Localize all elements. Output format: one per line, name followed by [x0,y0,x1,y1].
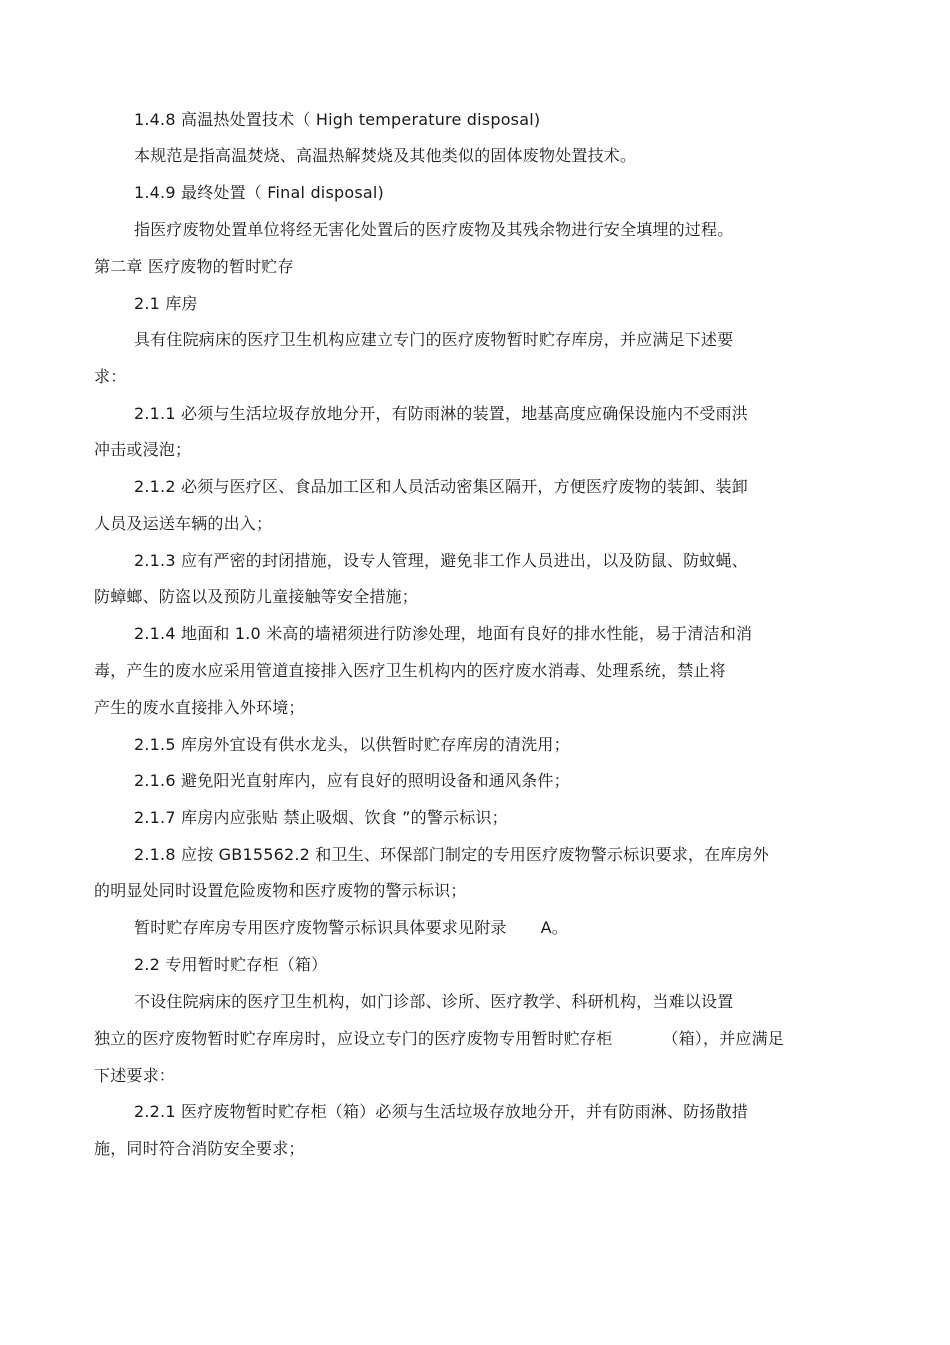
appendix-reference-text: 暂时贮存库房专用医疗废物警示标识具体要求见附录 [134,918,507,937]
appendix-letter: A。 [540,918,568,937]
paragraph-line: 毒，产生的废水应采用管道直接排入医疗卫生机构内的医疗废水消毒、处理系统，禁止将 [94,661,726,680]
paragraph-line: 求： [94,367,127,386]
chapter-2-heading: 第二章 医疗废物的暂时贮存 [94,257,294,276]
paragraph-line: 施，同时符合消防安全要求； [94,1139,305,1158]
item-2-1-6: 2.1.6 避免阳光直射库内，应有良好的照明设备和通风条件； [134,771,570,790]
item-2-1-3: 2.1.3 应有严密的封闭措施，设专人管理，避免非工作人员进出，以及防鼠、防蚊蝇、 [134,551,748,570]
item-2-1-4: 2.1.4 地面和 1.0 米高的墙裙须进行防渗处理，地面有良好的排水性能，易于清洁和消 [134,624,753,643]
paragraph-line: 冲击或浸泡； [94,440,192,459]
item-2-1-1: 2.1.1 必须与生活垃圾存放地分开，有防雨淋的装置，地基高度应确保设施内不受雨洪 [134,404,748,423]
paragraph-line: 人员及运送车辆的出入； [94,514,273,533]
section-2-2-heading: 2.2 专用暂时贮存柜（箱） [134,955,328,974]
paragraph-line: 不设住院病床的医疗卫生机构，如门诊部、诊所、医疗教学、科研机构，当难以设置 [134,992,734,1011]
item-2-1-7: 2.1.7 库房内应张贴 禁止吸烟、饮食 ”的警示标识； [134,808,508,827]
paragraph-line: 具有住院病床的医疗卫生机构应建立专门的医疗废物暂时贮存库房，并应满足下述要 [134,330,734,349]
paragraph-line: 下述要求： [94,1066,176,1085]
paragraph-line: 产生的废水直接排入外环境； [94,698,305,717]
item-2-1-5: 2.1.5 库房外宜设有供水龙头，以供暂时贮存库房的清洗用； [134,735,570,754]
appendix-reference [134,918,568,938]
paragraph-line: 的明显处同时设置危险废物和医疗废物的警示标识； [94,881,467,900]
paragraph-line: 本规范是指高温焚烧、高温热解焚烧及其他类似的固体废物处置技术。 [134,146,637,165]
paragraph-segment: （箱），并应满足 [662,1029,785,1048]
item-2-1-8: 2.1.8 应按 GB15562.2 和卫生、环保部门制定的专用医疗废物警示标识要求，在库房外 [134,845,769,864]
paragraph-line [94,1029,784,1049]
section-2-1-heading: 2.1 库房 [134,294,198,313]
item-2-2-1: 2.2.1 医疗废物暂时贮存柜（箱）必须与生活垃圾存放地分开，并有防雨淋、防扬散措 [134,1102,748,1121]
paragraph-segment: 独立的医疗废物暂时贮存库房时，应设立专门的医疗废物专用暂时贮存柜 [94,1029,613,1048]
section-1-4-9-heading: 1.4.9 最终处置（ Final disposal) [134,183,384,202]
section-1-4-8-heading: 1.4.8 高温热处置技术（ High temperature disposal) [134,110,541,129]
item-2-1-2: 2.1.2 必须与医疗区、食品加工区和人员活动密集区隔开，方便医疗废物的装卸、装卸 [134,477,748,496]
paragraph-line: 防蟑螂、防盗以及预防儿童接触等安全措施； [94,587,419,606]
paragraph-line: 指医疗废物处置单位将经无害化处置后的医疗废物及其残余物进行安全填埋的过程。 [134,220,734,239]
